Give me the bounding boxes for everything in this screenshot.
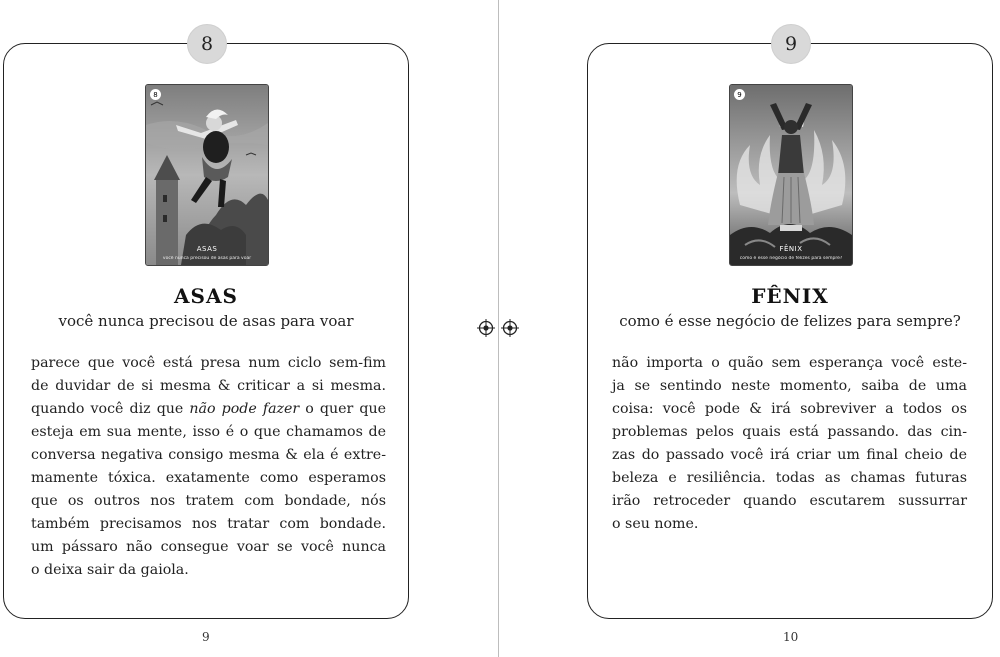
- body-line: conversa negativa consigo mesma & ela é extre-: [31, 447, 386, 463]
- body-line: também precisamos nos tratar com bondade.: [31, 516, 386, 532]
- body-line: beleza e resiliência. todas as chamas futuras: [612, 470, 967, 486]
- art-number: 8: [150, 89, 161, 100]
- card-subtitle: como é esse negócio de felizes para sempre?: [619, 312, 961, 330]
- card-title: FÊNIX: [751, 284, 829, 308]
- body-line: zas do passado você irá criar um final cheio de: [612, 447, 967, 463]
- art-title: FÊNIX: [779, 245, 803, 253]
- emphasis-text: não pode fazer: [189, 401, 300, 417]
- card-subtitle: você nunca precisou de asas para voar: [58, 312, 354, 330]
- page-number-left: 9: [202, 630, 210, 644]
- art-number: 9: [734, 89, 745, 100]
- body-line: de duvidar de si mesma & criticar a si mesma.: [31, 378, 386, 394]
- registration-mark-icon: [501, 319, 519, 337]
- art-subtitle: você nunca precisou de asas para voar: [162, 256, 252, 261]
- body-line: não importa o quão sem esperança você este-: [612, 355, 967, 371]
- art-subtitle: como é esse negócio de felizes para sempre?: [739, 256, 843, 261]
- card-illustration-asas: [145, 84, 269, 266]
- card-asas: [3, 33, 409, 619]
- body-line: um pássaro não consegue voar se você nunca: [31, 539, 386, 555]
- card-number-badge: 8: [187, 24, 227, 64]
- body-line: que os outros nos tratem com bondade, nós: [31, 493, 386, 509]
- body-line: esteja em sua mente, isso é o que chamamos de: [31, 424, 386, 440]
- body-line: parece que você está presa num ciclo sem-fim: [31, 355, 386, 371]
- body-line: irão retroceder quando escutarem sussurrar: [612, 493, 967, 509]
- card-body-text: [612, 352, 967, 536]
- phoenix-woman-illustration: [730, 85, 852, 265]
- card-title: ASAS: [174, 284, 238, 308]
- card-body-text: [31, 352, 386, 582]
- art-title: ASAS: [196, 245, 218, 253]
- card-fenix: [587, 33, 993, 619]
- flying-woman-illustration: [146, 85, 268, 265]
- body-line: o seu nome.: [612, 516, 699, 532]
- body-line: o deixa sair da gaiola.: [31, 562, 189, 578]
- body-line: ja se sentindo neste momento, saiba de uma: [612, 378, 967, 394]
- card-illustration-fenix: [729, 84, 853, 266]
- body-line: quando você diz que não pode fazer o quer que: [31, 401, 387, 417]
- body-line: coisa: você pode & irá sobreviver a todos os: [612, 401, 967, 417]
- body-line: mamente tóxica. exatamente como esperamos: [31, 470, 386, 486]
- page-number-right: 10: [783, 630, 799, 644]
- body-line: problemas pelos quais está passando. das cin-: [612, 424, 967, 440]
- registration-mark-icon: [477, 319, 495, 337]
- card-number-badge: 9: [771, 24, 811, 64]
- book-gutter: [498, 0, 499, 657]
